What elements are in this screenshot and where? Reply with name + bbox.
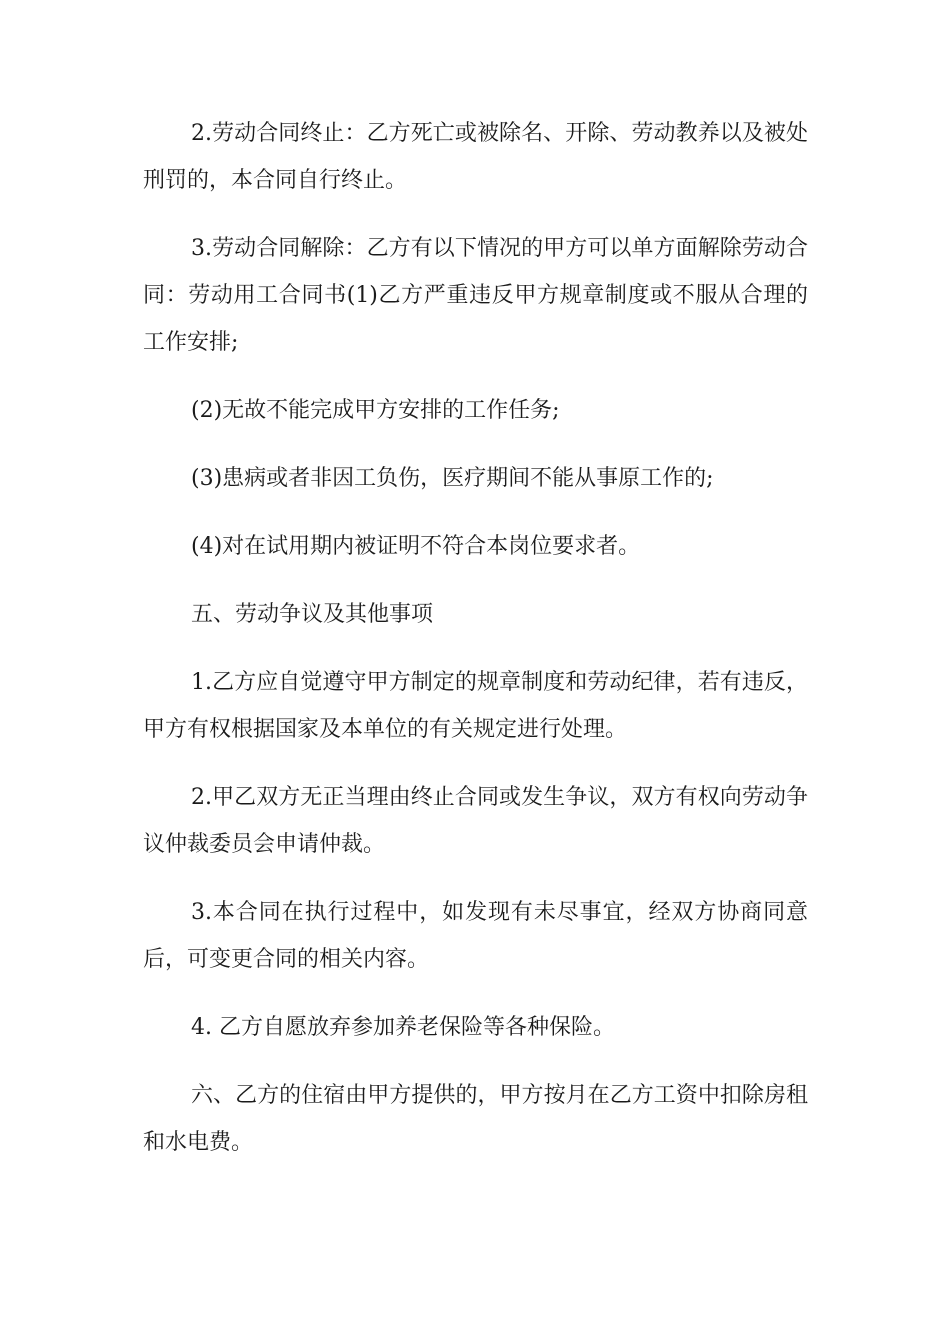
paragraph-dissolution: 3.劳动合同解除：乙方有以下情况的甲方可以单方面解除劳动合同：劳动用工合同书(1)乙方严重违反甲方规章制度或不服从合理的工作安排;: [143, 236, 808, 355]
paragraph-arbitration: 2.甲乙双方无正当理由终止合同或发生争议，双方有权向劳动争议仲裁委员会申请仲裁。: [143, 785, 808, 857]
paragraph-insurance: 4. 乙方自愿放弃参加养老保险等各种保险。: [191, 1015, 615, 1040]
paragraph-item-2: (2)无故不能完成甲方安排的工作任务;: [191, 398, 560, 423]
paragraph-amendment: 3.本合同在执行过程中，如发现有未尽事宜，经双方协商同意后，可变更合同的相关内容。: [143, 900, 808, 972]
document-body: [143, 110, 808, 1187]
paragraph-accommodation: 六、乙方的住宿由甲方提供的，甲方按月在乙方工资中扣除房租和水电费。: [143, 1083, 808, 1155]
paragraph-item-4: (4)对在试用期内被证明不符合本岗位要求者。: [191, 534, 641, 559]
paragraph-item-3: (3)患病或者非因工负伤，医疗期间不能从事原工作的;: [191, 466, 714, 491]
section-heading-disputes: 五、劳动争议及其他事项: [191, 602, 434, 627]
paragraph-rules: 1.乙方应自觉遵守甲方制定的规章制度和劳动纪律，若有违反，甲方有权根据国家及本单位的有关规定进行处理。: [143, 670, 808, 742]
paragraph-termination: 2.劳动合同终止：乙方死亡或被除名、开除、劳动教养以及被处刑罚的，本合同自行终止。: [143, 121, 808, 193]
